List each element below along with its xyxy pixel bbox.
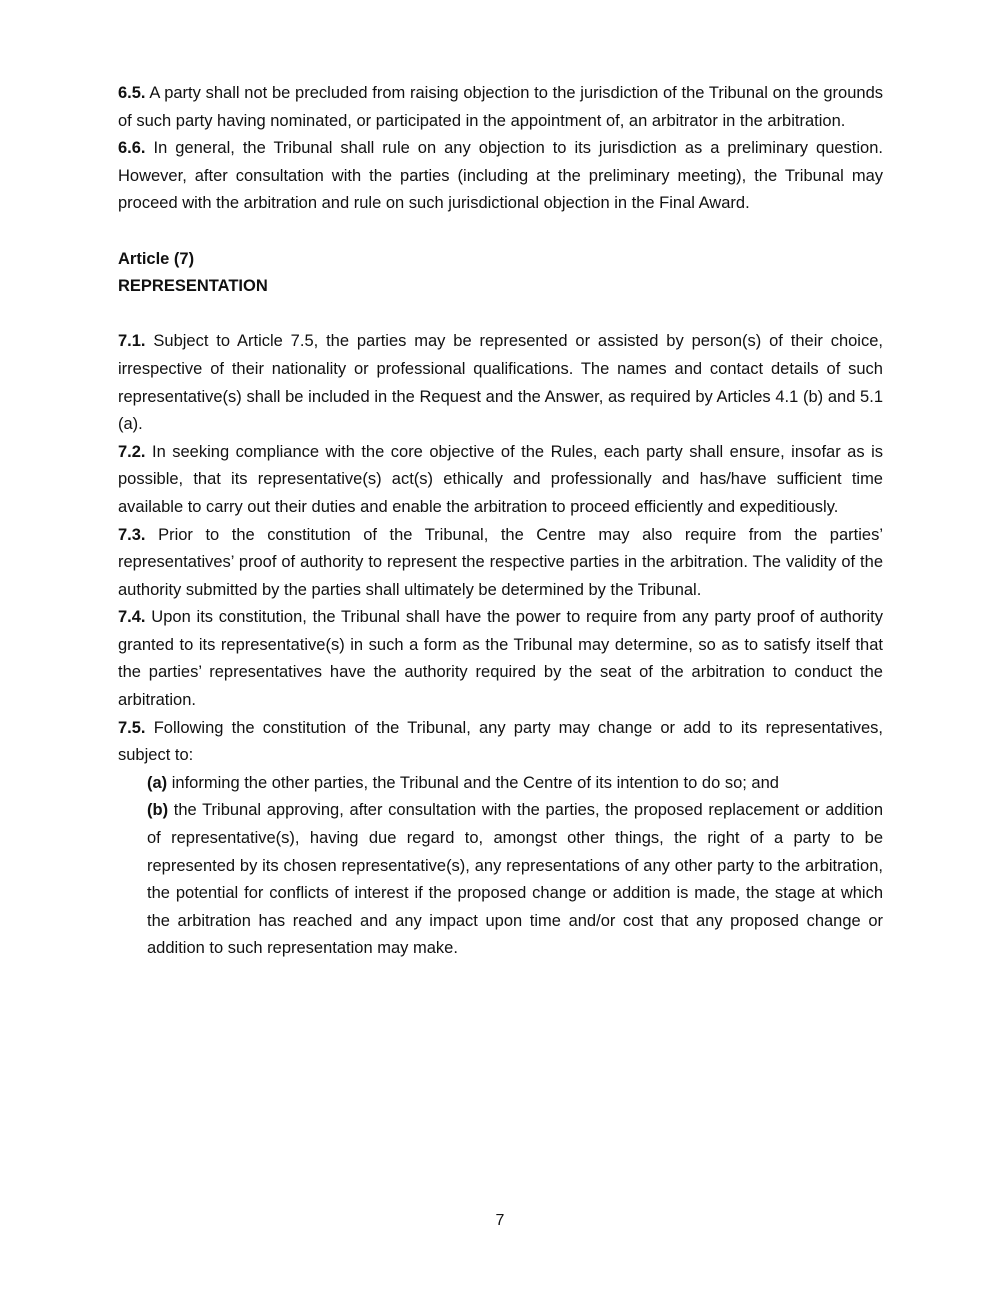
paragraph-number: 7.2.	[118, 442, 146, 461]
page-number: 7	[495, 1212, 505, 1229]
subitem-number: (b)	[147, 801, 169, 820]
paragraph-7-3	[118, 522, 883, 605]
article-title: REPRESENTATION	[118, 277, 268, 296]
paragraph-text: Subject to Article 7.5, the parties may be represented or assisted by person(s) of their choice, irrespective of their nationality or professional qualifications. The names and contact details of such representative(s) shall be included in the Request and the Answer, as required by Articles 4.1 (b) and 5.1 (a).	[118, 332, 883, 434]
paragraph-6-6	[118, 135, 883, 218]
subitem-text: informing the other parties, the Tribunal and the Centre of its intention to do so; and	[167, 773, 779, 792]
subitem-text: the Tribunal approving, after consultation with the parties, the proposed replacement or addition of representative(s), having due regard to, amongst other things, the right of a party to be represented by its chosen representative(s), any representations of any other party to the arbitration, the potential for conflicts of interest if the proposed change or addition is made, the stage at which the arbitration has reached and any impact upon time and/or cost that any proposed change or addition to such representation may make.	[147, 801, 883, 958]
subitem-b	[147, 797, 883, 963]
subitem-number: (a)	[147, 773, 168, 792]
paragraph-number: 6.5.	[118, 84, 146, 102]
paragraph-7-4	[118, 604, 883, 714]
paragraph-number: 7.1.	[118, 332, 146, 351]
paragraph-number: 7.3.	[118, 525, 146, 544]
paragraph-text: Following the constitution of the Tribunal, any party may change or add to its representatives, subject to:	[118, 718, 883, 765]
paragraph-number: 7.5.	[118, 718, 146, 737]
document-page	[118, 80, 883, 963]
paragraph-number: 6.6.	[118, 139, 146, 158]
subitem-a	[147, 770, 883, 798]
paragraph-text: In seeking compliance with the core objective of the Rules, each party shall ensure, insofar as is possible, that its representative(s) act(s) ethically and professionally and has/have sufficient time available to carry out their duties and enable the arbitration to proceed efficiently and expeditiously.	[118, 442, 883, 516]
paragraph-7-2	[118, 439, 883, 522]
paragraph-7-1	[118, 328, 883, 438]
spacer	[118, 301, 883, 329]
paragraph-6-5	[118, 80, 883, 135]
paragraph-7-5	[118, 715, 883, 770]
spacer	[118, 218, 883, 246]
paragraph-number: 7.4.	[118, 608, 146, 627]
paragraph-text: A party shall not be precluded from raising objection to the jurisdiction of the Tribunal on the grounds of such party having nominated, or participated in the appointment of, an arbitrator in the arbitration.	[118, 84, 883, 130]
paragraph-text: Prior to the constitution of the Tribunal, the Centre may also require from the parties’ representatives’ proof of authority to represent the respective parties in the arbitration. The validity of the authority submitted by the parties shall ultimately be determined by the Tribunal.	[118, 525, 883, 599]
paragraph-text: In general, the Tribunal shall rule on any objection to its jurisdiction as a preliminary question. However, after consultation with the parties (including at the preliminary meeting), the Tribunal may proceed with the arbitration and rule on such jurisdictional objection in the Final Award.	[118, 139, 883, 213]
paragraph-text: Upon its constitution, the Tribunal shall have the power to require from any party proof of authority granted to its representative(s) in such a form as the Tribunal may determine, so as to satisfy itself that the parties’ representatives have the authority required by the seat of the arbitration to conduct the arbitration.	[118, 608, 883, 710]
article-label: Article (7)	[118, 249, 195, 268]
